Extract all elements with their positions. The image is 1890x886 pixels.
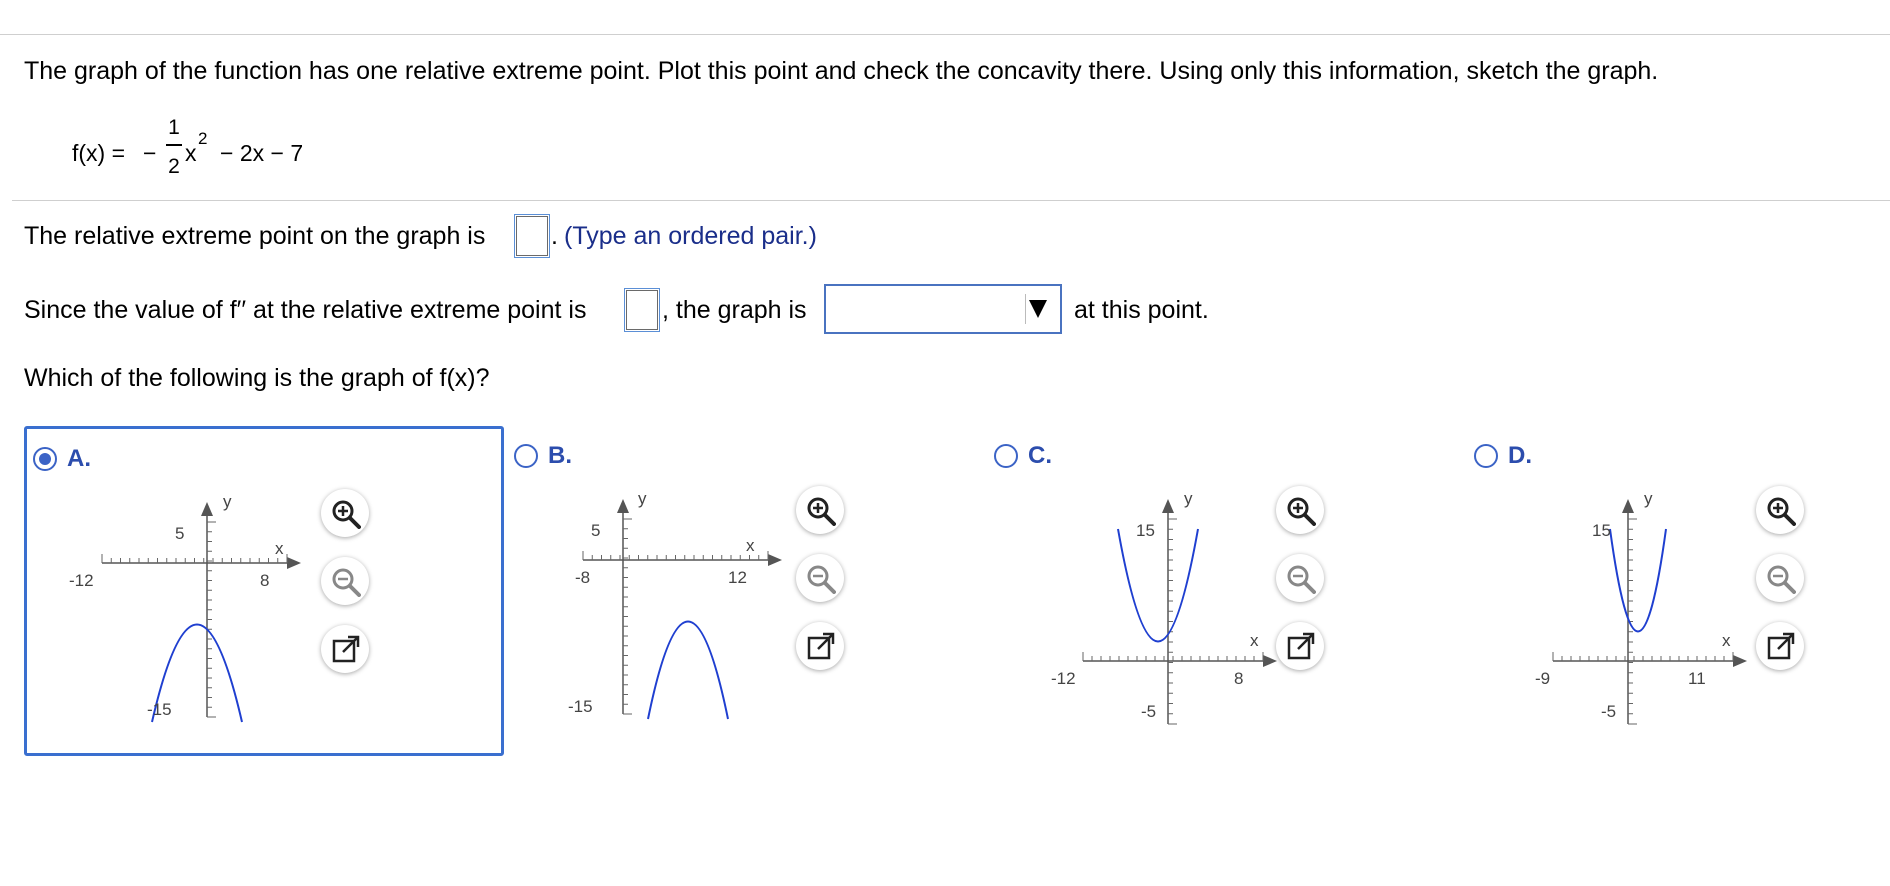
popout-button-a[interactable] [321, 625, 369, 673]
zoom-out-button-c[interactable] [1276, 554, 1324, 602]
graph-a [47, 487, 347, 747]
zoom-out-button-a[interactable] [321, 557, 369, 605]
parabola-curve [1610, 529, 1666, 632]
axis-label-ymin: -15 [147, 700, 172, 719]
axis-label-x: x [275, 539, 284, 558]
radio-d[interactable] [1474, 444, 1498, 468]
choice-b[interactable] [508, 426, 988, 756]
function-x: x [185, 140, 197, 166]
top-divider [0, 34, 1890, 35]
q3-text: Which of the following is the graph of f(x)? [24, 364, 490, 392]
concavity-select[interactable] [824, 284, 1062, 334]
axis-label-xmax: 12 [728, 568, 747, 587]
axis-label-x: x [1250, 631, 1259, 650]
choice-c[interactable] [988, 426, 1468, 756]
axis-label-ymax: 5 [175, 524, 185, 543]
axis-label-y: y [1644, 489, 1653, 508]
popout-icon [329, 633, 361, 665]
zoom-in-button-b[interactable] [796, 486, 844, 534]
graph-c [1008, 484, 1308, 744]
axis-label-ymin: -5 [1601, 702, 1617, 721]
zoom-out-button-b[interactable] [796, 554, 844, 602]
popout-icon [804, 630, 836, 662]
radio-c[interactable] [994, 444, 1018, 468]
function-exponent: 2 [198, 129, 208, 148]
instruction-text: The graph of the function has one relative extreme point. Plot this point and check the concavity there. Using only this information, sketch the graph. [24, 57, 1659, 85]
x-axis-arrow [1733, 655, 1747, 667]
q2-text-after: at this point. [1074, 296, 1209, 324]
axis-label-y: y [1184, 489, 1193, 508]
fraction-denominator: 2 [168, 155, 180, 178]
zoom-out-icon [329, 565, 361, 597]
axis-label-xmax: 11 [1688, 669, 1706, 688]
graph-b [528, 484, 828, 744]
zoom-in-button-c[interactable] [1276, 486, 1324, 534]
axis-label-xmax: 8 [260, 571, 270, 590]
x-axis-arrow [768, 554, 782, 566]
choice-letter: A. [67, 445, 91, 472]
x-axis-arrow [1263, 655, 1277, 667]
section-divider [12, 200, 1890, 201]
popout-button-c[interactable] [1276, 622, 1324, 670]
zoom-in-icon [804, 494, 836, 526]
axis-label-ymax: 5 [591, 521, 601, 540]
axis-label-xmin: -12 [69, 571, 94, 590]
parabola-curve [648, 622, 728, 720]
q2-text-mid: , the graph is [662, 296, 807, 324]
q2-text-part2: at the relative extreme point is [246, 296, 587, 324]
fraction-numerator: 1 [168, 116, 180, 139]
zoom-in-icon [1284, 494, 1316, 526]
x-axis-arrow [287, 557, 301, 569]
axis-label-x: x [746, 536, 755, 555]
choice-a[interactable] [24, 426, 504, 756]
axis-label-ymax: 15 [1136, 521, 1155, 540]
zoom-in-button-d[interactable] [1756, 486, 1804, 534]
zoom-out-icon [1284, 562, 1316, 594]
fraction-bar [166, 144, 182, 146]
zoom-out-icon [1764, 562, 1796, 594]
zoom-in-icon [329, 497, 361, 529]
choice-d[interactable] [1468, 426, 1890, 756]
axis-label-y: y [638, 489, 647, 508]
radio-selected-dot [39, 453, 51, 465]
zoom-in-icon [1764, 494, 1796, 526]
q1-period: . [551, 222, 558, 250]
q1-text: The relative extreme point on the graph is [24, 222, 486, 250]
parabola-curve [1118, 529, 1198, 642]
axis-label-y: y [223, 492, 232, 511]
function-lhs: f(x) = [72, 140, 126, 166]
axis-label-ymin: -15 [568, 697, 593, 716]
axis-label-ymax: 15 [1592, 521, 1611, 540]
y-axis-arrow [201, 502, 213, 516]
y-axis-arrow [617, 499, 629, 513]
axis-label-x: x [1722, 631, 1731, 650]
q2-text-before [24, 296, 586, 325]
radio-b[interactable] [514, 444, 538, 468]
popout-button-d[interactable] [1756, 622, 1804, 670]
axis-label-ymin: -5 [1141, 702, 1157, 721]
graph-d [1488, 484, 1788, 744]
choice-letter: D. [1508, 442, 1532, 469]
radio-a[interactable] [33, 447, 57, 471]
extreme-point-input[interactable] [516, 216, 548, 256]
q1-hint: (Type an ordered pair.) [564, 222, 817, 250]
dropdown-arrow-icon[interactable] [1025, 294, 1050, 324]
choice-letter: C. [1028, 442, 1052, 469]
popout-icon [1764, 630, 1796, 662]
popout-button-b[interactable] [796, 622, 844, 670]
axis-label-xmin: -8 [575, 568, 591, 587]
y-axis-arrow [1162, 499, 1174, 513]
choice-letter: B. [548, 442, 572, 469]
double-prime: ′′ [236, 296, 247, 324]
q2-text-part: Since the value of f [24, 296, 237, 324]
y-axis-arrow [1622, 499, 1634, 513]
popout-icon [1284, 630, 1316, 662]
zoom-in-button-a[interactable] [321, 489, 369, 537]
function-minus: − [143, 140, 157, 166]
zoom-out-icon [804, 562, 836, 594]
zoom-out-button-d[interactable] [1756, 554, 1804, 602]
function-rest: − 2x − 7 [220, 140, 304, 166]
axis-label-xmax: 8 [1234, 669, 1244, 688]
axis-label-xmin: -9 [1535, 669, 1551, 688]
axis-label-xmin: -12 [1051, 669, 1076, 688]
second-derivative-input[interactable] [626, 290, 658, 330]
